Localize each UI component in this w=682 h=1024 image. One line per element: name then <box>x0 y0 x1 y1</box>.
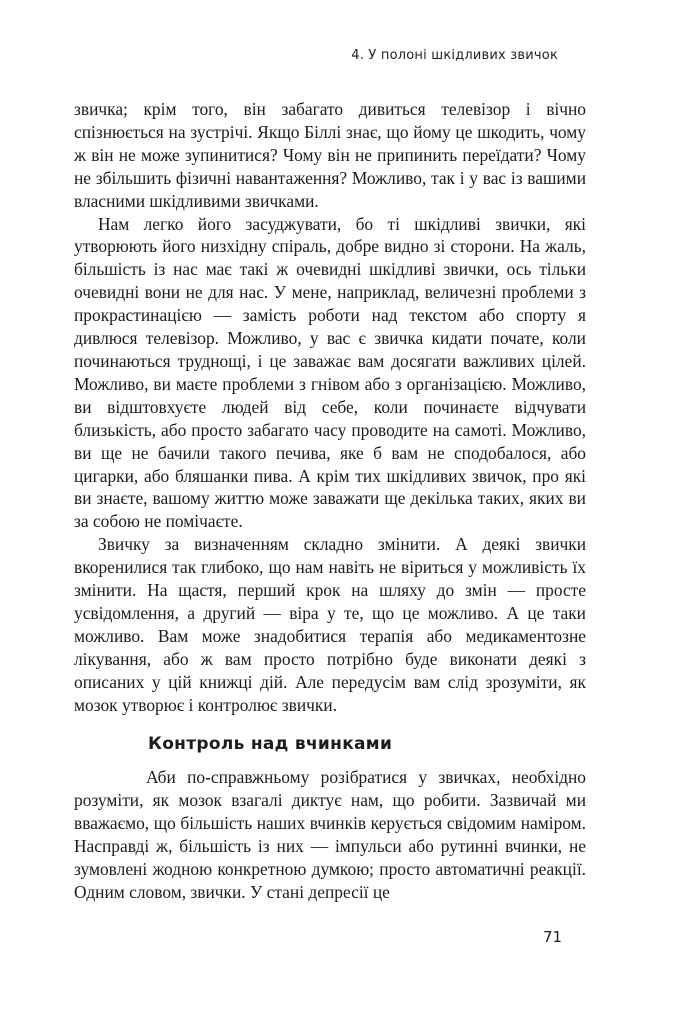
paragraph-3: Звичку за визначенням складно змінити. А деякі звички вкоренилися так глибоко, що нам навіть не віриться у можливість їх змінити. На щастя, перший крок на шляху до змін — просте усвідомлення, а другий — віра у те, що це можливо. А це таки можливо. Вам може знадобитися терапія або медикаментозне лікування, або ж вам просто потрібно буде виконати деякі з описаних у цій книжці дій. Але передусім вам слід зрозуміти, як мозок утворює і контролює звички. <box>74 534 586 715</box>
paragraph-1: звичка; крім того, він забагато дивиться телевізор і вічно спізнюється на зустрічі. Якщо Біллі знає, що йому це шкодить, чому ж він не може зупинитися? Чому він не припинить переїдати? Чому не збільшить фізичні навантаження? Можливо, так і у вас із вашими власними шкідливими звичками. <box>74 99 586 211</box>
page-number: 71 <box>543 928 563 946</box>
running-head: 4. У полоні шкідливих звичок <box>351 48 558 63</box>
body-text-top <box>74 98 586 716</box>
paragraph-2: Нам легко його засуджувати, бо ті шкідливі звички, які утворюють його низхідну спіраль, добре видно зі сторони. На жаль, більшість із нас має такі ж очевидні шкідливі звички, ось тільки очевидні вони не для нас. У мене, наприклад, величезні проблеми з прокрастинацією — замість роботи над текстом або спорту я дивлюся телевізор. Можливо, у вас є звичка кидати почате, коли починаються труднощі, і це заважає вам досягати важливих цілей. Можливо, ви маєте проблеми з гнівом або з організацією. Можливо, ви відштовхуєте людей від себе, коли починаєте відчувати близькість, або просто забагато часу проводите на самоті. Можливо, ви ще не бачили такого печива, яке б вам не сподобалося, або цигарки, або бляшанки пива. А крім тих шкідливих звичок, про які ви знаєте, вашому життю може заважати ще декілька таких, яких ви за собою не помічаєте. <box>74 213 586 532</box>
paragraph-4: Аби по-справжньому розібратися у звичках, необхідно розуміти, як мозок взагалі диктує нам, що робити. Зазвичай ми вважаємо, що більшість наших вчинків керується свідомим наміром. Насправді ж, більшість із них — імпульси або рутинні вчинки, не зумовлені жодною конкретною думкою; просто автоматичні реакції. Одним словом, звички. У стані депресії це <box>74 767 586 902</box>
body-text-bottom <box>74 766 586 903</box>
section-heading: Контроль над вчинками <box>148 734 393 754</box>
